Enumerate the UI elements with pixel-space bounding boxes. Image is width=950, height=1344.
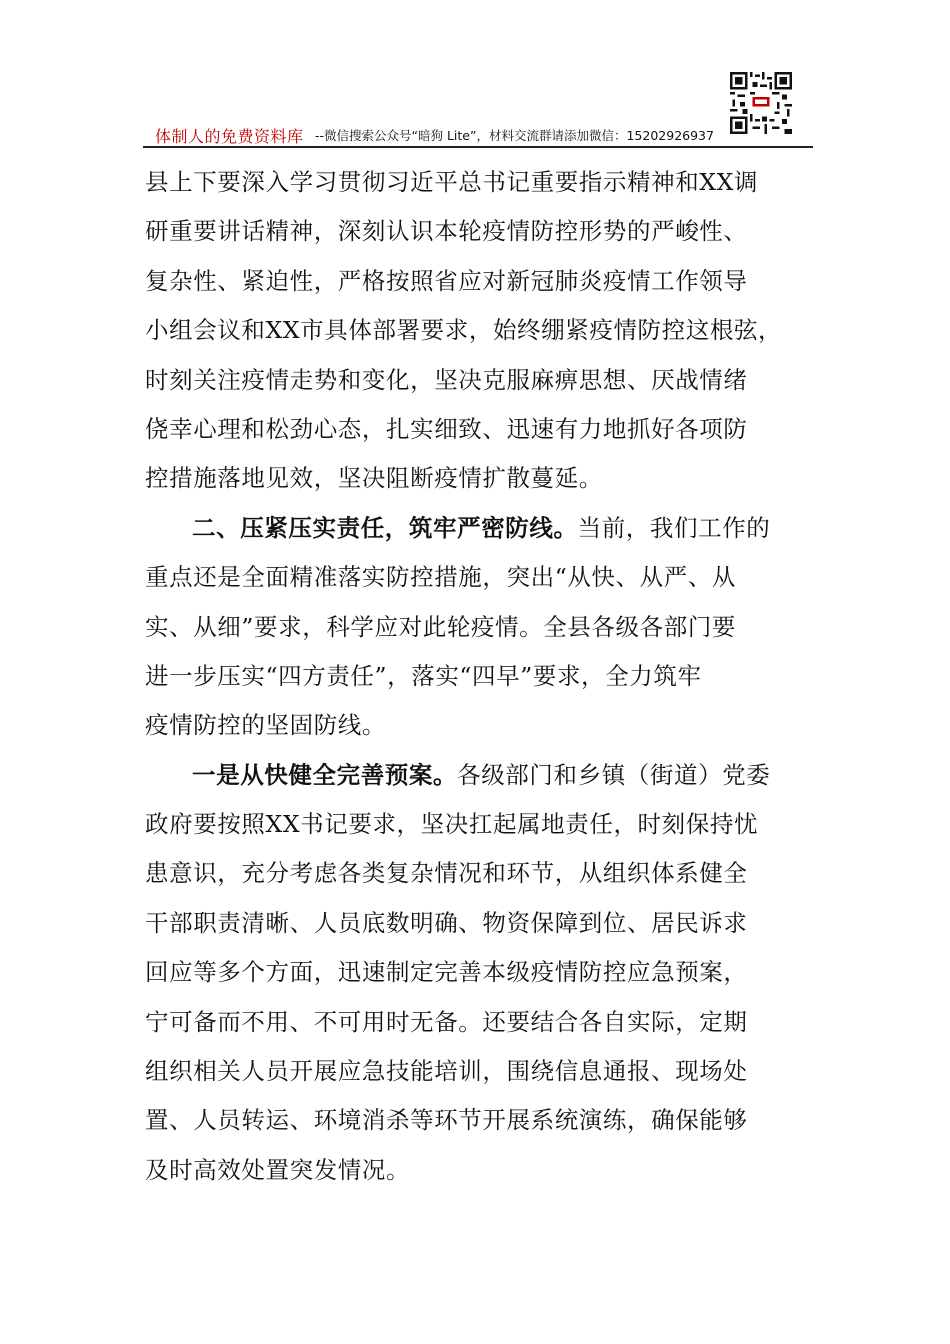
- text-line: 疫情防控的坚固防线。: [145, 711, 386, 740]
- header-brand: 体制人的免费资料库: [155, 127, 304, 146]
- text-line: 进一步压实“四方责任”，落实“四早”要求，全力筑牢: [145, 661, 702, 690]
- text-line: 重点还是全面精准落实防控措施，突出“从快、从严、从: [145, 563, 737, 592]
- text-line: 干部职责清晰、人员底数明确、物资保障到位、居民诉求: [145, 908, 748, 937]
- text-line-rest: 当前，我们工作的: [577, 513, 771, 542]
- text-line: 实、从细”要求，科学应对此轮疫情。全县各级各部门要: [145, 612, 737, 641]
- text-line: 复杂性、紧迫性，严格按照省应对新冠肺炎疫情工作领导: [145, 266, 748, 295]
- text-line: [145, 504, 815, 553]
- text-line: 控措施落地见效，坚决阻断疫情扩散蔓延。: [145, 464, 603, 493]
- paragraph-2: [145, 504, 815, 751]
- text-line: 研重要讲话精神，深刻认识本轮疫情防控形势的严峻性、: [145, 217, 748, 246]
- text-line: 回应等多个方面，迅速制定完善本级疫情防控应急预案，: [145, 958, 748, 987]
- text-line: 组织相关人员开展应急技能培训，围绕信息通报、现场处: [145, 1057, 748, 1086]
- paragraph-3: [145, 751, 815, 1196]
- document-body: [145, 158, 815, 1195]
- text-line: 患意识，充分考虑各类复杂情况和环节，从组织体系健全: [145, 859, 748, 888]
- text-line: 小组会议和XX市具体部署要求，始终绷紧疫情防控这根弦，: [145, 316, 783, 345]
- text-line-rest: 各级部门和乡镇（街道）党委: [457, 760, 771, 789]
- page-header: [143, 118, 813, 146]
- text-line: [145, 751, 815, 800]
- header-note: --微信搜索公众号“暗狗 Lite”，材料交流群请添加微信：15202926937: [315, 128, 714, 143]
- paragraph-1: [145, 158, 815, 504]
- header-divider: [143, 146, 813, 148]
- text-line: 时刻关注疫情走势和变化，坚决克服麻痹思想、厌战情绪: [145, 365, 748, 394]
- subsection-heading: 一是从快健全完善预案。: [192, 760, 458, 789]
- text-line: 侥幸心理和松劲心态，扎实细致、迅速有力地抓好各项防: [145, 414, 748, 443]
- text-line: 宁可备而不用、不可用时无备。还要结合各自实际，定期: [145, 1007, 748, 1036]
- text-line: 县上下要深入学习贯彻习近平总书记重要指示精神和XX调: [145, 168, 759, 196]
- text-line: 置、人员转运、环境消杀等环节开展系统演练，确保能够: [145, 1106, 748, 1135]
- text-line: 政府要按照XX书记要求，坚决扛起属地责任，时刻保持忧: [145, 810, 759, 839]
- text-line: 及时高效处置突发情况。: [145, 1155, 411, 1184]
- section-heading: 二、压紧压实责任，筑牢严密防线。: [192, 513, 578, 542]
